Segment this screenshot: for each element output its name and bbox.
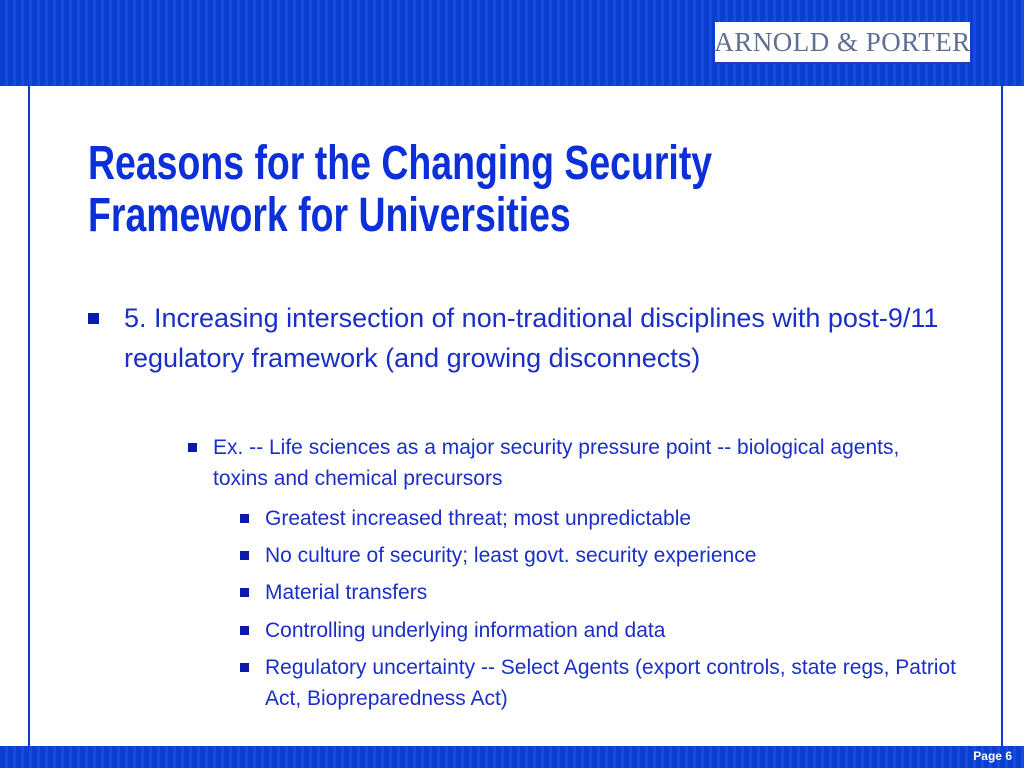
bullet-text: Ex. -- Life sciences as a major security pressure point -- biological agents, toxins and chemical precursors [213,436,900,490]
logo-text: ARNOLD & PORTER [714,26,971,57]
page-number: Page 6 [973,749,1012,763]
square-bullet-icon [240,626,249,635]
bullet-text: Greatest increased threat; most unpredictable [265,507,692,530]
bullet-level-2 [188,432,928,494]
bullet-level-3 [240,577,960,608]
footer-bar [0,746,1024,768]
square-bullet-icon [240,588,249,597]
bullet-text: 5. Increasing intersection of non-traditional disciplines with post-9/11 regulatory framework (and growing disconnects) [124,303,939,373]
bullet-level-3 [240,652,960,714]
bullet-text: Material transfers [265,581,428,604]
bullet-level-1 [88,298,948,378]
right-border-line [1001,86,1003,746]
bullet-text: Controlling underlying information and data [265,619,666,642]
bullet-level-3 [240,540,960,571]
title-line-1: Reasons for the Changing Security [88,137,713,190]
square-bullet-icon [240,551,249,560]
slide-title [88,138,759,242]
square-bullet-icon [240,514,249,523]
bullet-level-3 [240,503,960,534]
square-bullet-icon [240,663,249,672]
bullet-text: No culture of security; least govt. security experience [265,544,757,567]
title-line-2: Framework for Universities [88,189,571,242]
bullet-text: Regulatory uncertainty -- Select Agents (export controls, state regs, Patriot Act, Biopreparedness Act) [265,656,956,710]
header-bar [0,0,1024,86]
square-bullet-icon [88,313,99,324]
company-logo [715,22,970,64]
left-border-line [28,86,30,746]
bullet-level-3 [240,615,960,646]
square-bullet-icon [188,443,197,452]
